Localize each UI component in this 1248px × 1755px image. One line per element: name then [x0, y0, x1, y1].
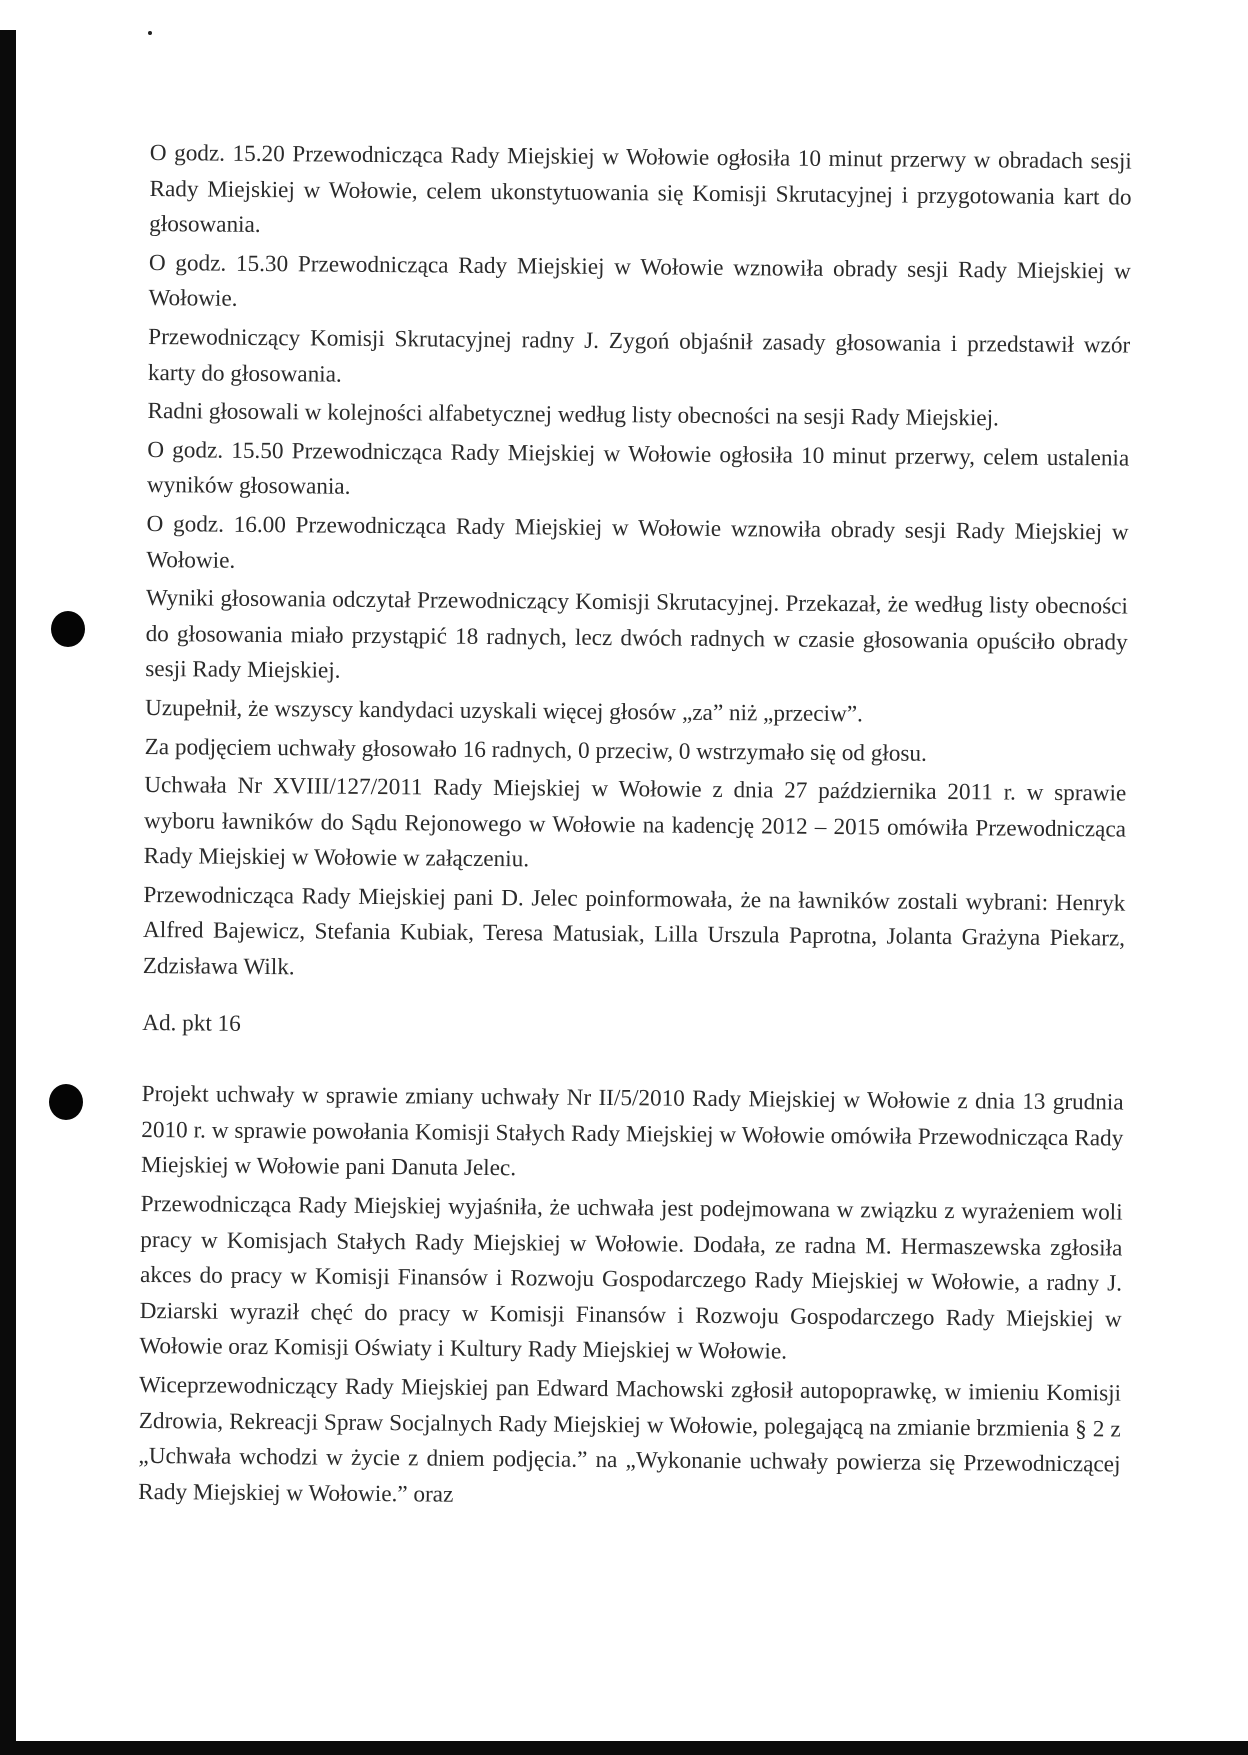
- scan-bottom-edge: [0, 1741, 1248, 1755]
- section-heading: Ad. pkt 16: [142, 1009, 241, 1037]
- paragraph-resolution-127: Uchwała Nr XVIII/127/2011 Rady Miejskiej w Wołowie z dnia 27 października 2011 r. w sprawie wyboru ławników do Sądu Rejonowego w Wołowie na kadencję 2012 – 2015 omówiła Przewodnicząca Rady Miejskiej w Wołowie w załączeniu.: [143, 772, 1127, 873]
- punch-hole-bottom: [49, 1084, 83, 1120]
- paragraph-ballot-rules: Przewodniczący Komisji Skrutacyjnej radny J. Zygoń objaśnił zasady głosowania i przedstawił wzór karty do głosowania.: [147, 323, 1131, 388]
- punch-hole-top: [51, 611, 85, 647]
- paragraph-resume-1600: O godz. 16.00 Przewodnicząca Rady Miejskiej w Wołowie wznowiła obrady sesji Rady Miejskiej w Wołowie.: [146, 510, 1129, 574]
- page-content: [138, 136, 1132, 1522]
- paragraph-elected-jurors: Przewodnicząca Rady Miejskiej pani D. Jelec poinformowała, że na ławników zostali wybrani: Henryk Alfred Bajewicz, Stefania Kubiak, Teresa Matusiak, Lilla Urszula Paprotna, Jolanta Grażyna Piekarz, Zdzisława Wilk.: [142, 881, 1126, 981]
- paragraph-voting-order: Radni głosowali w kolejności alfabetycznej według listy obecności na sesji Rady Miejskiej.: [147, 398, 1000, 432]
- paragraph-break-1520: O godz. 15.20 Przewodnicząca Rady Miejskiej w Wołowie ogłosiła 10 minut przerwy w obradach sesji Rady Miejskiej w Wołowie, celem ukonstytuowania się Komisji Skrutacyjnej i przygotowania kart do głosowania.: [149, 139, 1132, 239]
- paragraph-resolution-vote: Za podjęciem uchwały głosowało 16 radnych, 0 przeciw, 0 wstrzymało się od głosu.: [144, 733, 927, 767]
- scan-speck: [148, 31, 152, 35]
- paragraph-resume-1530: O godz. 15.30 Przewodnicząca Rady Miejskiej w Wołowie wznowiła obrady sesji Rady Miejskiej w Wołowie.: [148, 249, 1131, 313]
- paragraph-amendment: Wiceprzewodniczący Rady Miejskiej pan Edward Machowski zgłosił autopoprawkę, w imieniu Komisji Zdrowia, Rekreacji Spraw Socjalnych Rady Miejskiej w Wołowie, polegającą na zmianie brzmienia § 2 z „Uchwała wchodzi w życie z dniem podjęcia.” na „Wykonanie uchwały powierza się Przewodniczącej Rady Miejskiej w Wołowie.” oraz: [138, 1371, 1122, 1508]
- paragraph-chair-explanation: Przewodnicząca Rady Miejskiej wyjaśniła, że uchwała jest podejmowana w związku z wyrażeniem woli pracy w Komisjach Stałych Rady Miejskiej w Wołowie. Dodała, ze radna M. Hermaszewska zgłosiła akces do pracy w Komisji Finansów i Rozwoju Gospodarczego Rady Miejskiej w Wołowie, a radny J. Dziarski wyraził chęć do pracy w Komisji Finansów i Rozwoju Gospodarczego Rady Miejskiej w Wołowie oraz Komisji Oświaty i Kultury Rady Miejskiej w Wołowie.: [139, 1190, 1123, 1366]
- paragraph-vote-results: Wyniki głosowania odczytał Przewodniczący Komisji Skrutacyjnej. Przekazał, że według listy obecności do głosowania miało przystąpić 18 radnych, lecz dwóch radnych w czasie głosowania opuściło obrady sesji Rady Miejskiej.: [145, 585, 1129, 684]
- paragraph-candidates-votes: Uzupełnił, że wszyscy kandydaci uzyskali więcej głosów „za” niż „przeciw”.: [144, 694, 863, 728]
- scan-left-edge: [0, 30, 16, 1755]
- paragraph-draft-resolution: Projekt uchwały w sprawie zmiany uchwały Nr II/5/2010 Rady Miejskiej w Wołowie z dnia 13 grudnia 2010 r. w sprawie powołania Komisji Stałych Rady Miejskiej w Wołowie omówiła Przewodnicząca Rady Miejskiej w Wołowie pani Danuta Jelec.: [140, 1081, 1124, 1182]
- paragraph-break-1550: O godz. 15.50 Przewodnicząca Rady Miejskiej w Wołowie ogłosiła 10 minut przerwy, celem ustalenia wyników głosowania.: [146, 436, 1130, 501]
